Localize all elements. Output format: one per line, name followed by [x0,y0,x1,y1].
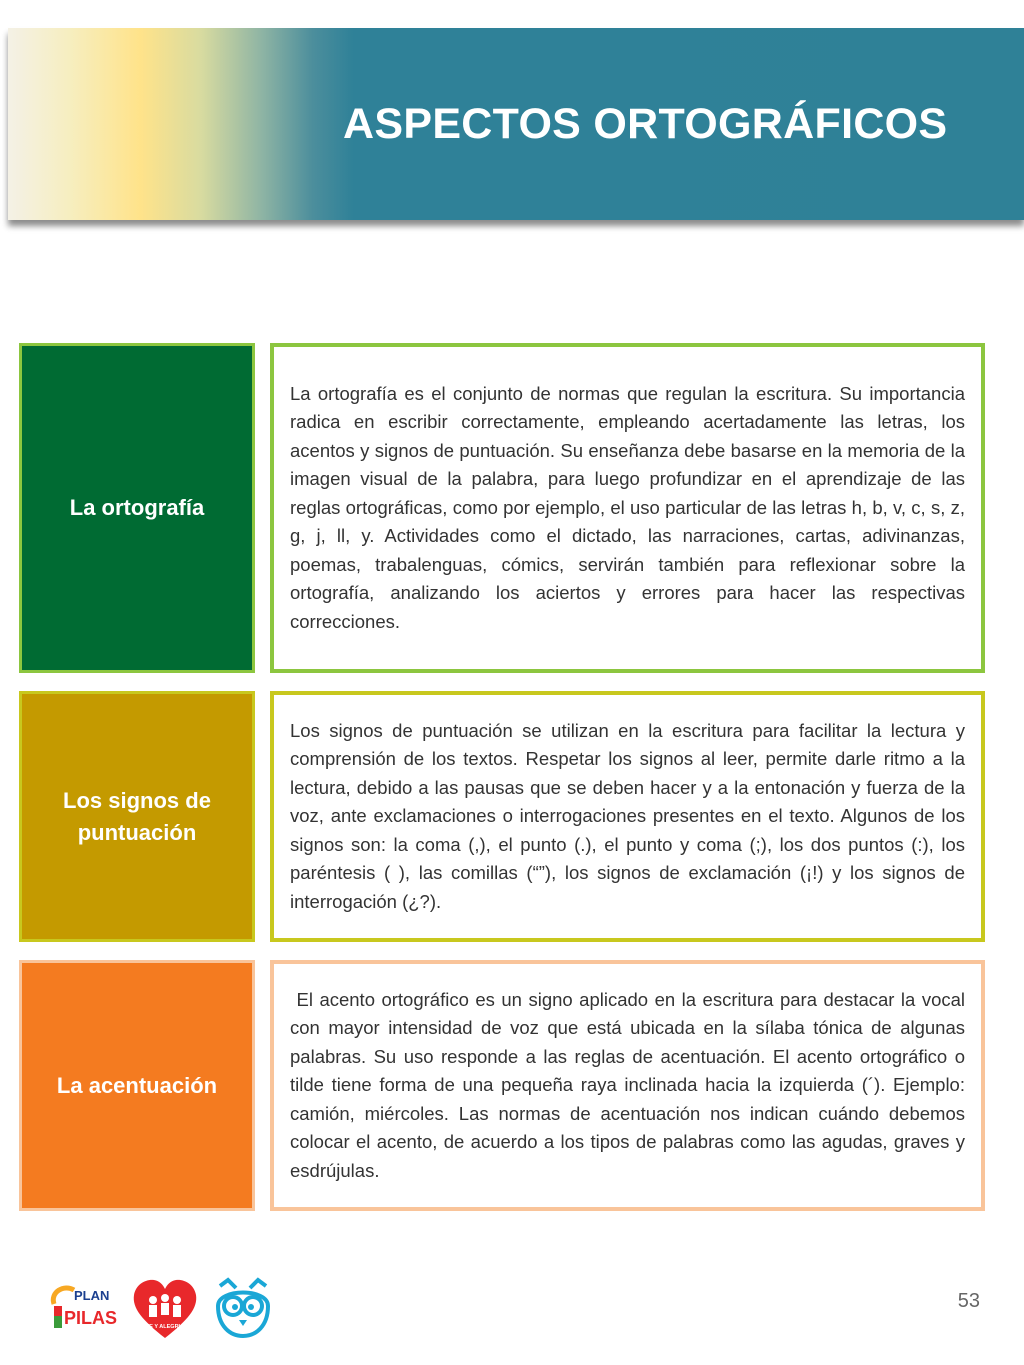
section-text-box-acentuacion [270,960,985,1211]
page-number: 53 [957,1290,980,1312]
plan-pilas-logo [44,1282,120,1334]
section-label-acentuacion [19,960,255,1211]
logo-plan-text: PLAN [74,1288,110,1303]
section-label-ortografia [19,343,255,673]
section-label-puntuacion [19,691,255,942]
section-label-text: La ortografía [69,495,205,520]
fe-y-alegria-heart-logo [132,1278,198,1340]
section-label-text: La acentuación [56,1072,218,1098]
logo-pilas-text: PILAS [64,1308,118,1328]
section-label-text: Los signos de puntuación [63,787,211,845]
owl-logo [212,1276,274,1340]
section-text-box-puntuacion [270,691,985,942]
section-paragraph: La ortografía es el conjunto de normas que regulan la escritura. Su importancia radica en escribir correctamente, empleando acertadamente las letras, los acentos y signos de puntuación. Su enseñanza debe basarse en la memoria de la imagen visual de la palabra, para luego profundizar en el aprendizaje de las reglas ortográficas, como por ejemplo, el uso particular de las letras h, b, v, c, s, z, g, j, ll, y. Actividades como el dictado, las narraciones, cartas, adivinanzas, poemas, trabalenguas, cómics, servirán también para reflexionar sobre la ortografía, analizando los aciertos y errores para hacer las respectivas correcciones. [290,382,965,632]
page-title: ASPECTOS ORTOGRÁFICOS [343,100,948,148]
section-text-box-ortografia [270,343,985,673]
logo-fe-text: FE Y ALEGRIA [145,1324,185,1330]
section-paragraph: El acento ortográfico es un signo aplicado en la escritura para destacar la vocal con mayor intensidad de voz que está ubicada en la sílaba tónica de algunas palabras. Su uso responde a las reglas de acentuación. El acento ortográfico o tilde tiene forma de una pequeña raya inclinada hacia la izquierda (´). Ejemplo: camión, miércoles. Las normas de acentuación nos indican cuándo debemos colocar el acento, de acuerdo a los tipos de palabras como las agudas, graves y esdrújulas. [290,988,971,1181]
section-paragraph: Los signos de puntuación se utilizan en la escritura para facilitar la lectura y comprensión de los textos. Respetar los signos al leer, permite darle ritmo a la lectura, debido a las pausas que se deben hacer y a la entonación y fuerza de la voz, ante exclamaciones o interrogaciones presentes en el texto. Algunos de los signos son: la coma (,), el punto (.), el punto y coma (;), los dos puntos (:), los paréntesis ( ), las comillas (“”), los signos de exclamación (¡!) y los signos de interrogación (¿?). [290,719,965,912]
